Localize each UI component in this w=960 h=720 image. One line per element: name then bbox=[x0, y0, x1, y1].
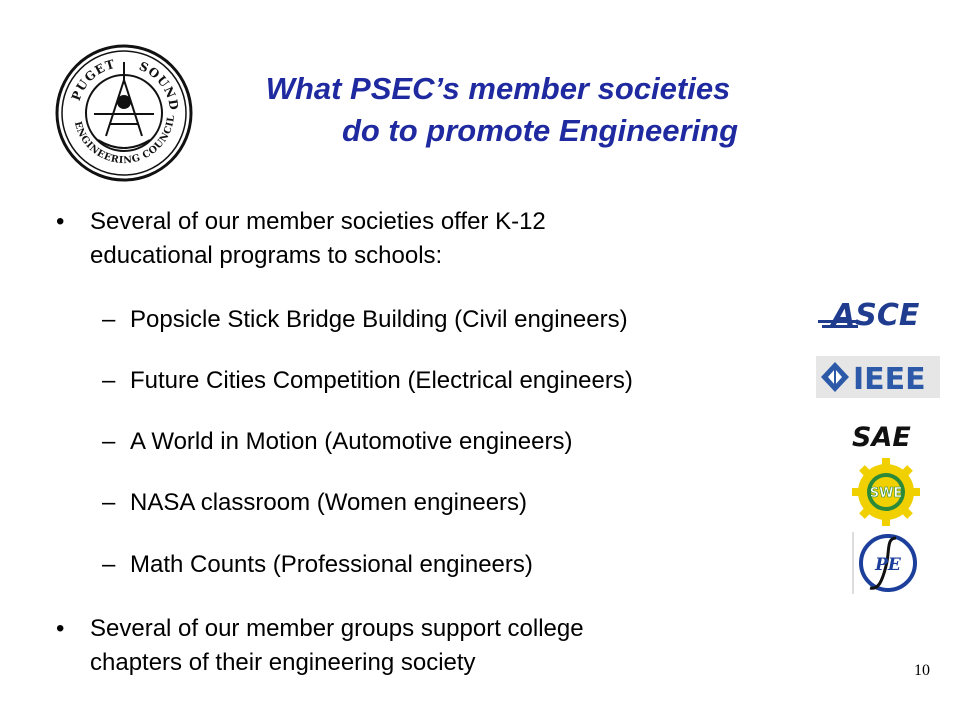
ieee-logo bbox=[816, 356, 940, 398]
program-text: A World in Motion (Automotive engineers) bbox=[130, 428, 573, 455]
bullet-2-line-1: Several of our member groups support college bbox=[90, 615, 584, 642]
bullet-1-line-2: educational programs to schools: bbox=[90, 242, 443, 269]
swe-logo bbox=[848, 456, 924, 528]
swe-logo-text: SWE bbox=[869, 486, 903, 501]
bullet-2-line-2: chapters of their engineering society bbox=[90, 649, 476, 676]
sae-logo-text: SAE bbox=[852, 422, 911, 452]
dash-marker: – bbox=[102, 367, 116, 394]
dash-marker: – bbox=[102, 551, 116, 578]
seal-text-top-left: PUGET bbox=[68, 56, 118, 103]
dash-marker: – bbox=[102, 428, 116, 455]
sae-logo bbox=[850, 418, 922, 452]
bullet-marker: • bbox=[56, 208, 65, 235]
pe-logo-text: PE bbox=[875, 555, 901, 575]
slide-title-line-1: What PSEC’s member societies bbox=[265, 71, 731, 106]
program-text: Future Cities Competition (Electrical engineers) bbox=[130, 367, 633, 394]
pe-logo bbox=[852, 532, 920, 594]
asce-logo bbox=[818, 296, 942, 332]
slide-title-line-2: do to promote Engineering bbox=[341, 113, 739, 148]
program-text: Popsicle Stick Bridge Building (Civil engineers) bbox=[130, 306, 628, 333]
seal-text-bottom: ENGINEERING COUNCIL bbox=[71, 114, 178, 167]
program-text: NASA classroom (Women engineers) bbox=[130, 489, 528, 516]
page-number: 10 bbox=[914, 662, 930, 679]
seal-text-top-right: SOUND bbox=[137, 58, 182, 112]
bullet-marker: • bbox=[56, 615, 65, 642]
bullet-1-line-1: Several of our member societies offer K-12 bbox=[90, 208, 546, 235]
asce-logo-text: ASCE bbox=[832, 298, 920, 332]
dash-marker: – bbox=[102, 306, 116, 333]
dash-marker: – bbox=[102, 489, 116, 516]
psec-seal-logo bbox=[54, 44, 194, 182]
ieee-logo-text: IEEE bbox=[853, 362, 926, 397]
program-text: Math Counts (Professional engineers) bbox=[130, 551, 533, 578]
